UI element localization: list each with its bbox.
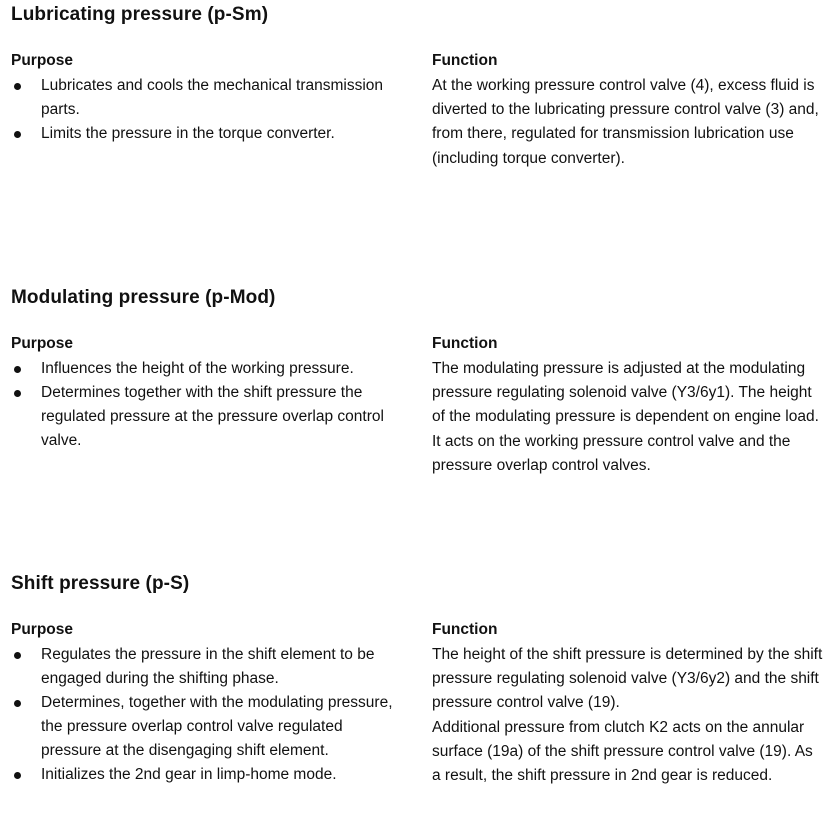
function-text bbox=[432, 643, 824, 788]
bullet-icon bbox=[14, 366, 21, 373]
section-title: Modulating pressure (p-Mod) bbox=[11, 287, 276, 308]
purpose-column bbox=[11, 333, 401, 453]
purpose-item bbox=[11, 643, 401, 691]
purpose-column bbox=[11, 50, 401, 146]
purpose-item bbox=[11, 74, 401, 122]
function-column bbox=[432, 619, 824, 788]
purpose-item-text: Initializes the 2nd gear in limp-home mode. bbox=[41, 766, 337, 783]
purpose-list bbox=[11, 74, 401, 146]
section-title: Lubricating pressure (p-Sm) bbox=[11, 4, 269, 25]
purpose-item bbox=[11, 381, 401, 453]
purpose-item bbox=[11, 122, 401, 146]
purpose-item bbox=[11, 357, 401, 381]
purpose-item-text: Lubricates and cools the mechanical transmission parts. bbox=[41, 77, 384, 118]
purpose-item bbox=[11, 763, 401, 787]
function-paragraph: Additional pressure from clutch K2 acts on the annular surface (19a) of the shift pressure control valve (19). As a result, the shift pressure in 2nd gear is reduced. bbox=[432, 718, 813, 785]
bullet-icon bbox=[14, 700, 21, 707]
function-paragraph: The height of the shift pressure is determined by the shift pressure regulating solenoid valve (Y3/6y2) and the shift pressure control valve (19). bbox=[432, 646, 823, 712]
purpose-list bbox=[11, 357, 401, 453]
purpose-heading: Purpose bbox=[11, 621, 74, 638]
purpose-item-text: Determines, together with the modulating pressure, the pressure overlap control valve regulated pressure at the disengaging shift element. bbox=[41, 694, 393, 759]
purpose-item-text: Limits the pressure in the torque converter. bbox=[41, 125, 335, 142]
bullet-icon bbox=[14, 390, 21, 397]
purpose-item-text: Determines together with the shift pressure the regulated pressure at the pressure overlap control valve. bbox=[41, 384, 384, 449]
function-heading: Function bbox=[432, 621, 498, 638]
purpose-item-text: Regulates the pressure in the shift element to be engaged during the shifting phase. bbox=[41, 646, 375, 687]
function-column bbox=[432, 333, 824, 478]
purpose-column bbox=[11, 619, 401, 787]
purpose-item-text: Influences the height of the working pressure. bbox=[41, 360, 354, 377]
function-column bbox=[432, 50, 824, 171]
purpose-heading: Purpose bbox=[11, 52, 74, 69]
bullet-icon bbox=[14, 131, 21, 138]
function-text bbox=[432, 357, 824, 478]
bullet-icon bbox=[14, 772, 21, 779]
section-title: Shift pressure (p-S) bbox=[11, 573, 190, 594]
purpose-item bbox=[11, 691, 401, 763]
bullet-icon bbox=[14, 652, 21, 659]
function-paragraph: The modulating pressure is adjusted at the modulating pressure regulating solenoid valve (Y3/6y1). The height of the modulating pressure is dependent on engine load. It acts on the working pressure control valve and the pressure overlap control valves. bbox=[432, 360, 819, 474]
function-text bbox=[432, 74, 824, 171]
bullet-icon bbox=[14, 83, 21, 90]
purpose-list bbox=[11, 643, 401, 787]
purpose-heading: Purpose bbox=[11, 335, 74, 352]
function-heading: Function bbox=[432, 52, 498, 69]
function-heading: Function bbox=[432, 335, 498, 352]
function-paragraph: At the working pressure control valve (4), excess fluid is diverted to the lubricating pressure control valve (3) and, from there, regulated for transmission lubrication use (including torque converter). bbox=[432, 77, 819, 167]
